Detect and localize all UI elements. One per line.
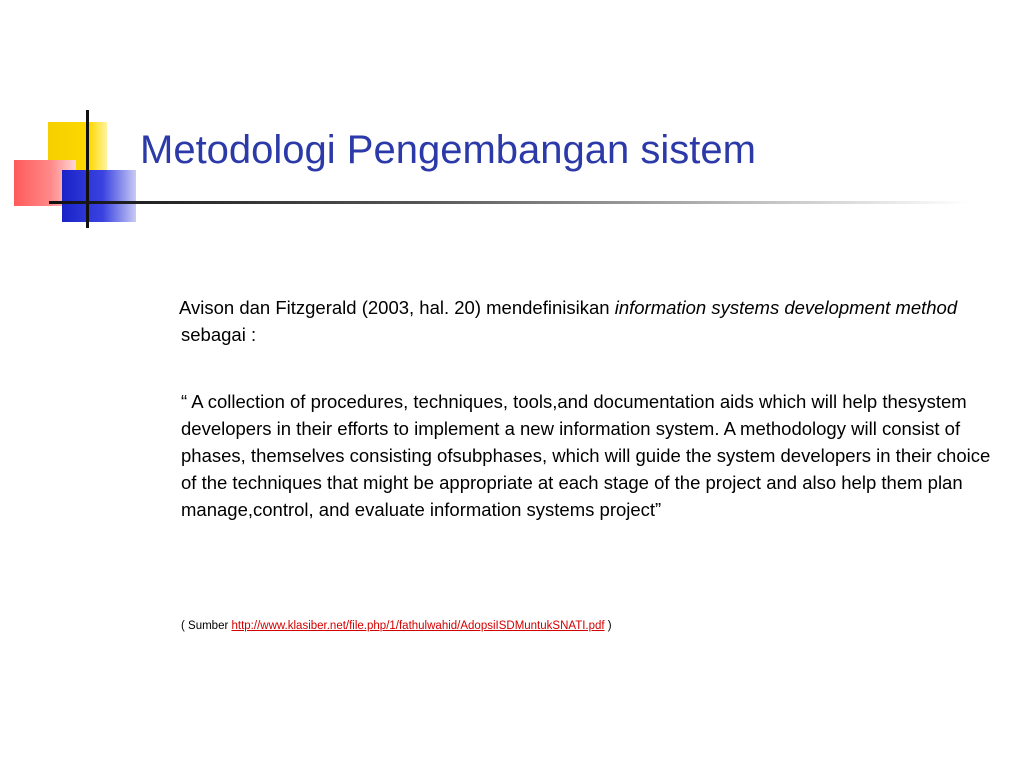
- slide-body: [181, 294, 1001, 523]
- slide-title: Metodologi Pengembangan sistem: [140, 128, 756, 172]
- intro-paragraph: [181, 294, 1001, 348]
- blue-square-decoration: [62, 170, 136, 222]
- source-citation: [181, 620, 612, 632]
- definition-quote: “ A collection of procedures, techniques, tools,and documentation aids which will help thesystem developers in their efforts to implement a new information system. A methodology will consist of phases, themselves consisting ofsubphases, which will guide the system developers in their choice of the techniques that might be appropriate at each stage of the project and also help them plan manage,control, and evaluate information systems project”: [181, 391, 991, 520]
- logo-squares-decoration: [0, 0, 160, 240]
- title-underline-rule: [49, 201, 969, 204]
- source-prefix: ( Sumber: [181, 620, 232, 632]
- intro-text: Avison dan Fitzgerald (2003, hal. 20) mendefinisikan: [179, 297, 615, 318]
- source-suffix: ): [604, 620, 612, 632]
- source-link[interactable]: http://www.klasiber.net/file.php/1/fathulwahid/AdopsiISDMuntukSNATI.pdf: [231, 620, 605, 632]
- intro-italic-term: information systems development method: [614, 297, 958, 318]
- intro-text-end: sebagai :: [181, 324, 257, 345]
- vertical-rule: [86, 110, 89, 228]
